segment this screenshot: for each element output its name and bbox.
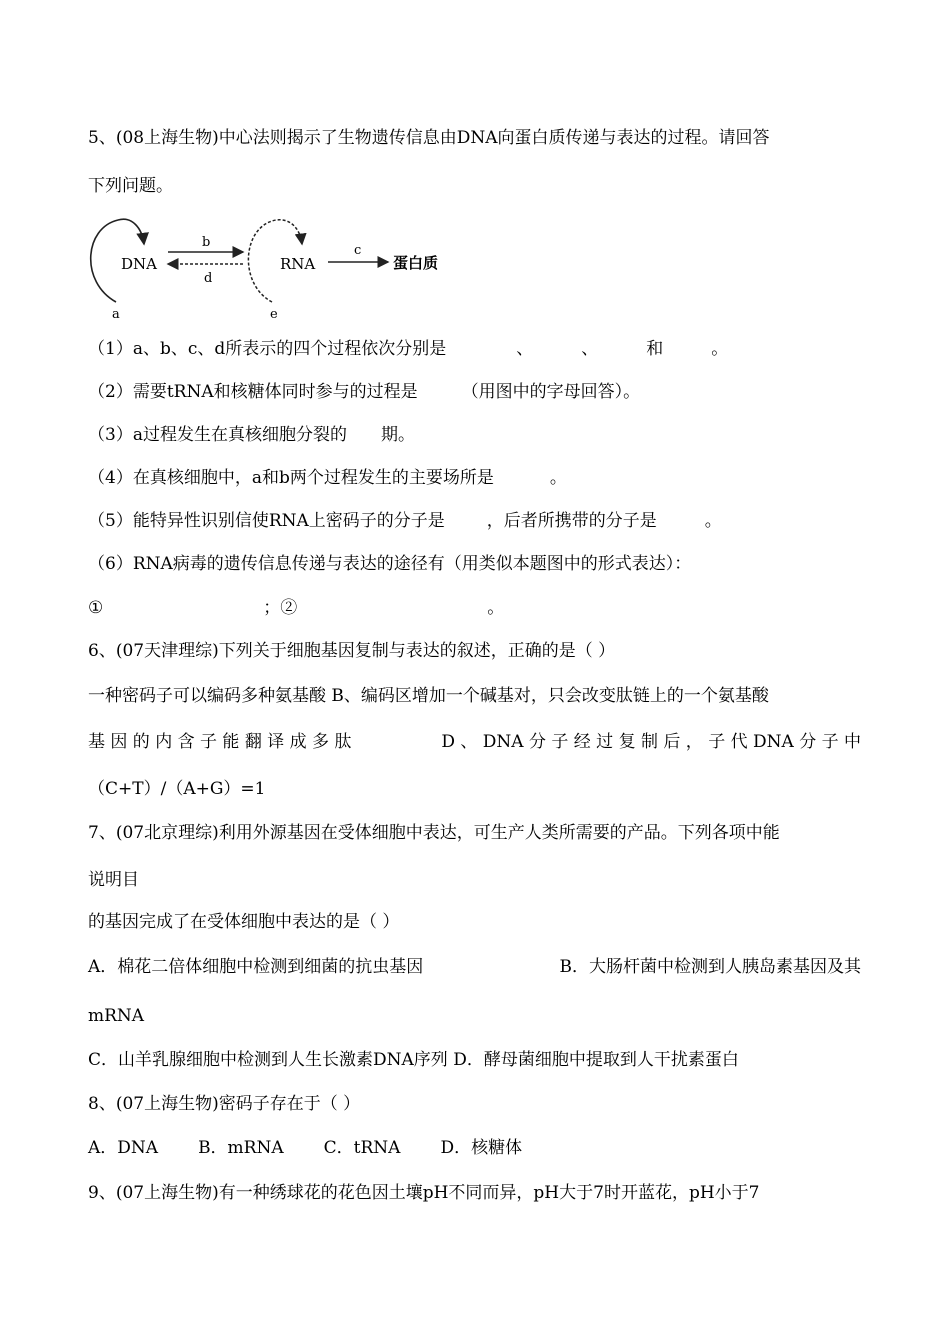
q5-sub7-c1: ① xyxy=(88,598,104,618)
q7-stem-line3: 的基因完成了在受体细胞中表达的是（ ） xyxy=(88,912,400,932)
q7-stem-line1 xyxy=(88,822,861,844)
rna-label: RNA xyxy=(280,255,316,273)
q5-sub2 xyxy=(88,381,640,403)
central-dogma-diagram xyxy=(88,210,460,322)
q7-stem-text: 7、(07北京理综)利用外源基因在受体细胞中表达，可生产人类所需要的产品。下列各项中能 xyxy=(88,823,780,843)
label-e: e xyxy=(270,307,278,322)
q5-stem-text: 5、(08上海生物)中心法则揭示了生物遗传信息由DNA向蛋白质传递与表达的过程。请回答 xyxy=(88,128,770,148)
q6-line3 xyxy=(88,731,861,753)
q5-sub1-sep1: 、 xyxy=(516,339,534,359)
q8-stem: 8、(07上海生物)密码子存在于（ ） xyxy=(88,1094,361,1114)
q6-line3-left: 基 因 的 内 含 子 能 翻 译 成 多 肽 xyxy=(88,732,352,752)
q5-sub7 xyxy=(88,597,504,619)
q5-sub4-text: （4）在真核细胞中，a和b两个过程发生的主要场所是 xyxy=(88,468,494,488)
label-a: a xyxy=(112,307,120,322)
q7-options-cd: C．山羊乳腺细胞中检测到人生长激素DNA序列 D．酵母菌细胞中提取到人干扰素蛋白 xyxy=(88,1050,739,1070)
q5-sub5 xyxy=(88,510,722,532)
q5-sub1-text: （1）a、b、c、d所表示的四个过程依次分别是 xyxy=(88,339,447,359)
q8-option-b: B．mRNA xyxy=(198,1138,284,1158)
q7-option-b: B．大肠杆菌中检测到人胰岛素基因及其 xyxy=(559,957,861,977)
q5-stem-line2: 下列问题。 xyxy=(88,176,173,196)
q5-sub1 xyxy=(88,338,728,360)
dna-label: DNA xyxy=(121,255,157,273)
q9-stem-text: 9、(07上海生物)有一种绣球花的花色因土壤pH不同而异，pH大于7时开蓝花，pH小于7 xyxy=(88,1183,760,1203)
q6-stem: 6、(07天津理综)下列关于细胞基因复制与表达的叙述，正确的是（ ） xyxy=(88,641,616,661)
q5-sub4 xyxy=(88,467,567,489)
q7-option-b-cont: mRNA xyxy=(88,1006,145,1026)
q5-sub7-end: 。 xyxy=(487,598,505,618)
q8-option-c: C．tRNA xyxy=(323,1138,401,1158)
q5-sub2-text: （2）需要tRNA和核糖体同时参与的过程是 xyxy=(88,382,418,402)
q6-line2-text: 一种密码子可以编码多种氨基酸 B、编码区增加一个碱基对，只会改变肽链上的一个氨基酸 xyxy=(88,686,769,706)
label-b: b xyxy=(202,235,211,250)
q5-sub3-text: （3）a过程发生在真核细胞分裂的 xyxy=(88,425,347,445)
q8-option-d: D．核糖体 xyxy=(440,1138,523,1158)
q7-option-a: A．棉花二倍体细胞中检测到细菌的抗虫基因 xyxy=(88,957,424,977)
q5-sub5-mid: ，后者所携带的分子是 xyxy=(486,511,657,531)
q7-options-ab xyxy=(88,956,861,978)
q6-line2 xyxy=(88,685,861,707)
label-c: c xyxy=(354,243,362,258)
q5-sub1-and: 和 xyxy=(646,339,664,359)
q8-option-a: A．DNA xyxy=(88,1138,159,1158)
q5-sub3 xyxy=(88,424,415,446)
q9-stem xyxy=(88,1182,861,1204)
q5-stem-line1 xyxy=(88,127,861,149)
label-d: d xyxy=(204,271,213,286)
protein-label: 蛋白质 xyxy=(393,254,439,272)
q5-sub4-end: 。 xyxy=(549,468,567,488)
q7-stem-line2: 说明目 xyxy=(88,870,139,890)
q8-options xyxy=(88,1137,522,1159)
q5-sub7-sep: ；② xyxy=(263,598,298,618)
q6-line3-right: D 、 DNA 分 子 经 过 复 制 后 ， 子 代 DNA 分 子 中 xyxy=(441,732,861,752)
q5-sub1-sep2: 、 xyxy=(581,339,599,359)
q5-sub5-end: 。 xyxy=(704,511,722,531)
q5-sub2-tail: （用图中的字母回答）。 xyxy=(461,382,641,402)
q5-sub6: （6）RNA病毒的遗传信息传递与表达的途径有（用类似本题图中的形式表达）： xyxy=(88,554,692,574)
q5-sub5-text: （5）能特异性识别信使RNA上密码子的分子是 xyxy=(88,511,445,531)
q5-sub1-end: 。 xyxy=(711,339,729,359)
q6-line4: （C+T）/（A+G）=1 xyxy=(88,779,266,799)
q5-sub3-tail: 期。 xyxy=(380,425,415,445)
